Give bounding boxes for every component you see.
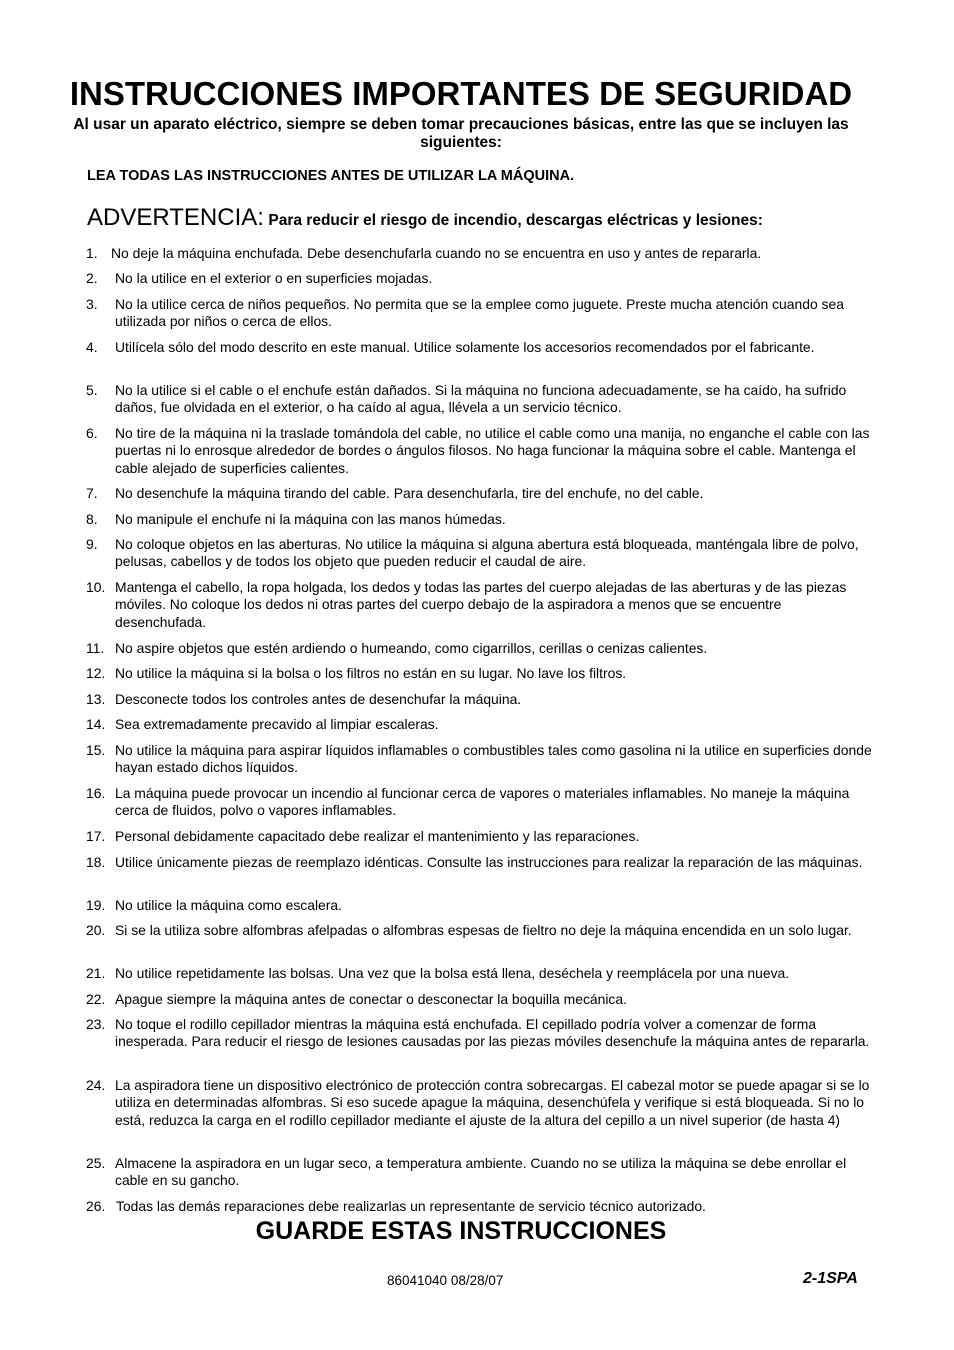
item-text: No utilice la máquina si la bolsa o los filtros no están en su lugar. No lave los filtros. xyxy=(115,665,627,681)
item-number: 13. xyxy=(86,691,106,707)
item-text: No utilice la máquina para aspirar líquidos inflamables o combustibles tales como gasolina ni la utilice en superficies donde hayan estado dichos líquidos. xyxy=(115,742,872,776)
item-text: No la utilice si el cable o el enchufe están dañados. Si la máquina no funciona adecuadamente, se ha caído, ha sufrido daños, fue olvidada en el exterior, o ha caído al agua, llévela a un servicio técnico. xyxy=(115,382,847,416)
list-item xyxy=(86,1198,872,1215)
item-text: No tire de la máquina ni la traslade tomándola del cable, no utilice el cable como una manija, no enganche el cable con las puertas ni lo enrosque alrededor de bordes o ángulos filosos. No haga funcionar la máquina sobre el cable. Mantenga el cable alejado de superficies calientes. xyxy=(115,425,870,476)
item-text: No manipule el enchufe ni la máquina con las manos húmedas. xyxy=(115,511,506,527)
list-item xyxy=(86,511,872,528)
item-text: No la utilice en el exterior o en superficies mojadas. xyxy=(115,270,433,286)
item-text: Si se la utiliza sobre alfombras afelpadas o alfombras espesas de fieltro no deje la máquina encendida en un solo lugar. xyxy=(115,922,852,938)
item-number: 10. xyxy=(86,579,106,595)
list-item xyxy=(86,1155,872,1190)
item-text: La máquina puede provocar un incendio al funcionar cerca de vapores o materiales inflamables. No maneje la máquina cerca de fluidos, polvo o vapores inflamables. xyxy=(115,785,850,819)
item-text: Almacene la aspiradora en un lugar seco, a temperatura ambiente. Cuando no se utiliza la máquina se debe enrollar el cable en su gancho. xyxy=(115,1155,847,1189)
item-text: Mantenga el cabello, la ropa holgada, los dedos y todas las partes del cuerpo alejadas de las aberturas y de las piezas móviles. No coloque los dedos ni otras partes del cuerpo debajo de la aspiradora a menos que se encuentre desenchufada. xyxy=(115,579,847,630)
item-number: 3. xyxy=(86,296,98,312)
page-title: INSTRUCCIONES IMPORTANTES DE SEGURIDAD xyxy=(69,75,853,112)
read-all-notice: LEA TODAS LAS INSTRUCCIONES ANTES DE UTILIZAR LA MÁQUINA. xyxy=(87,168,575,184)
save-instructions-heading: GUARDE ESTAS INSTRUCCIONES xyxy=(255,1217,667,1245)
intro-text: Al usar un aparato eléctrico, siempre se deben tomar precauciones básicas, entre las que se incluyen las siguientes: xyxy=(73,116,849,151)
list-item xyxy=(86,339,872,356)
list-item xyxy=(86,828,872,845)
item-text: Personal debidamente capacitado debe realizar el mantenimiento y las reparaciones. xyxy=(115,828,640,844)
item-number: 21. xyxy=(86,965,106,981)
item-number: 6. xyxy=(86,425,98,441)
item-text: No la utilice cerca de niños pequeños. No permita que se la emplee como juguete. Preste mucha atención cuando sea utilizada por niños o cerca de ellos. xyxy=(115,296,844,330)
item-number: 26. xyxy=(86,1198,106,1214)
item-text: No aspire objetos que estén ardiendo o humeando, como cigarrillos, cerillas o cenizas calientes. xyxy=(115,640,708,656)
warning-heading xyxy=(87,202,763,237)
list-item xyxy=(86,897,872,914)
list-item xyxy=(86,382,872,417)
item-text: No toque el rodillo cepillador mientras la máquina está enchufada. El cepillado podría volver a comenzar de forma inesperada. Para reducir el riesgo de lesiones causadas por las piezas móviles desenchufe la máquina antes de repararla. xyxy=(115,1016,870,1050)
item-number: 5. xyxy=(86,382,98,398)
item-number: 2. xyxy=(86,270,98,286)
list-item xyxy=(86,245,872,262)
list-item xyxy=(86,665,872,682)
list-item xyxy=(86,991,872,1008)
page-number: 2-1SPA xyxy=(803,1270,858,1287)
item-text: No desenchufe la máquina tirando del cable. Para desenchufarla, tire del enchufe, no del cable. xyxy=(115,485,704,501)
item-text: No coloque objetos en las aberturas. No utilice la máquina si alguna abertura está bloqueada, manténgala libre de polvo, pelusas, cabellos y de todos los objeto que pueden reducir el caudal de aire. xyxy=(115,536,859,570)
list-item xyxy=(86,922,872,939)
item-number: 19. xyxy=(86,897,106,913)
item-number: 17. xyxy=(86,828,106,844)
item-number: 7. xyxy=(86,485,98,501)
item-number: 14. xyxy=(86,716,106,732)
list-item xyxy=(86,965,872,982)
list-item xyxy=(86,640,872,657)
item-text: Utilícela sólo del modo descrito en este manual. Utilice solamente los accesorios recomendados por el fabricante. xyxy=(115,339,815,355)
item-number: 24. xyxy=(86,1077,106,1093)
item-number: 22. xyxy=(86,991,106,1007)
list-item xyxy=(86,296,872,331)
list-item xyxy=(86,536,872,571)
item-number: 9. xyxy=(86,536,98,552)
item-text: Desconecte todos los controles antes de desenchufar la máquina. xyxy=(115,691,522,707)
list-item xyxy=(86,785,872,820)
warning-label: ADVERTENCIA: xyxy=(87,204,264,231)
item-number: 12. xyxy=(86,665,106,681)
item-number: 11. xyxy=(86,640,105,656)
list-item xyxy=(86,485,872,502)
item-text: Apague siempre la máquina antes de conectar o desconectar la boquilla mecánica. xyxy=(115,991,627,1007)
item-text: Todas las demás reparaciones debe realizarlas un representante de servicio técnico autorizado. xyxy=(116,1198,706,1214)
warning-text: Para reducir el riesgo de incendio, descargas eléctricas y lesiones: xyxy=(268,212,763,229)
item-number: 8. xyxy=(86,511,98,527)
list-item xyxy=(86,854,872,871)
item-number: 4. xyxy=(86,339,98,355)
list-item xyxy=(86,1077,872,1129)
list-item xyxy=(86,425,872,477)
item-text: No utilice repetidamente las bolsas. Una vez que la bolsa está llena, deséchela y reemplácela por una nueva. xyxy=(115,965,790,981)
item-text: La aspiradora tiene un dispositivo electrónico de protección contra sobrecargas. El cabezal motor se puede apagar si se lo utiliza en determinadas alfombras. Si eso sucede apague la máquina, desenchúfela y verifique si está bloqueada. Si no lo está, reduzca la carga en el rodillo cepillador mediante el ajuste de la altura del cepillo a un nivel superior (de hasta 4) xyxy=(115,1077,870,1128)
item-number: 20. xyxy=(86,922,106,938)
item-number: 23. xyxy=(86,1016,106,1032)
item-text: No utilice la máquina como escalera. xyxy=(115,897,342,913)
list-item xyxy=(86,270,872,287)
item-text: Utilice únicamente piezas de reemplazo idénticas. Consulte las instrucciones para realizar la reparación de las máquinas. xyxy=(115,854,863,870)
item-number: 15. xyxy=(86,742,106,758)
item-number: 25. xyxy=(86,1155,106,1171)
list-item xyxy=(86,742,872,777)
item-number: 16. xyxy=(86,785,106,801)
document-code: 86041040 08/28/07 xyxy=(387,1273,504,1288)
item-number: 1. xyxy=(86,245,98,261)
list-item xyxy=(86,691,872,708)
list-item xyxy=(86,1016,872,1051)
item-text: No deje la máquina enchufada. Debe desenchufarla cuando no se encuentra en uso y antes de repararla. xyxy=(111,245,762,261)
item-text: Sea extremadamente precavido al limpiar escaleras. xyxy=(115,716,439,732)
item-number: 18. xyxy=(86,854,106,870)
list-item xyxy=(86,579,872,631)
list-item xyxy=(86,716,872,733)
